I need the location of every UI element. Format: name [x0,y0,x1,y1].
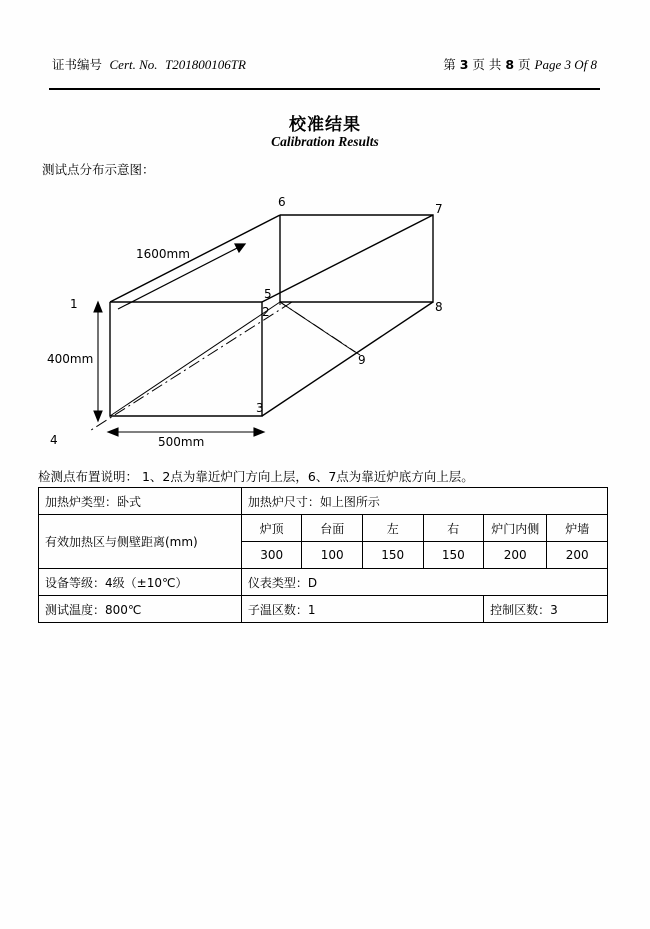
page-total: 8 [505,57,515,72]
test-temperature-label: 测试温度： [45,602,106,617]
instrument-type-value: D [307,575,318,590]
diagram-label-8: 8 [435,300,443,314]
cert-number-value: T201800106TR [165,57,246,72]
page-indicator [443,55,597,73]
col-header-door-inner: 炉门内侧 [484,515,547,542]
value-wall: 200 [547,542,608,569]
furnace-size-value: 如上图所示 [319,494,380,509]
diagram-label-1: 1 [70,297,78,311]
page-title-en: Calibration Results [271,134,379,149]
furnace-type-label: 加热炉类型： [45,494,118,509]
page-title: 校准结果 [289,115,361,135]
col-header-top: 炉顶 [241,515,302,542]
calibration-parameters-table [38,487,608,623]
test-point-note: 检测点布置说明： 1、2点为靠近炉门方向上层，6、7点为靠近炉底方向上层。 [38,469,474,484]
table-row [39,569,608,596]
diagram-label-4: 4 [50,433,58,447]
value-table: 100 [302,542,363,569]
sub-zone-count-label: 子温区数： [247,602,308,617]
diagram-dim-length: 1600mm [136,247,190,261]
section-subtitle: 测试点分布示意图： [42,162,155,177]
instrument-type-label: 仪表类型： [247,575,308,590]
table-row [39,488,608,515]
col-header-table: 台面 [302,515,363,542]
furnace-type-cell [39,488,242,515]
certificate-number [52,55,246,73]
control-zone-count-value: 3 [550,602,558,617]
value-left: 150 [362,542,423,569]
instrument-type-cell [241,569,607,596]
sub-zone-count-value: 1 [307,602,316,617]
header-divider [49,88,600,90]
value-door-inner: 200 [484,542,547,569]
cert-label-cn: 证书编号 [52,57,103,72]
col-header-wall: 炉墙 [547,515,608,542]
test-point-diagram [30,180,530,465]
test-temperature-cell [39,596,242,623]
heating-zone-distance-label: 有效加热区与侧壁距离(mm) [39,515,242,569]
control-zone-count-label: 控制区数： [490,602,551,617]
furnace-size-label: 加热炉尺寸： [247,494,320,509]
value-right: 150 [423,542,484,569]
test-temperature-value: 800℃ [105,602,142,617]
sub-zone-count-cell [241,596,483,623]
table-row [39,515,608,542]
furnace-size-cell [241,488,607,515]
cert-label-en: Cert. No. [109,57,158,72]
col-header-right: 右 [423,515,484,542]
page-header [52,55,597,73]
diagram-label-3: 3 [256,401,264,415]
equipment-grade-cell [39,569,242,596]
equipment-grade-value: 4级（±10℃） [105,575,188,590]
page-en: Page 3 Of 8 [534,57,597,72]
page-cn-2: 页 共 [472,57,502,72]
equipment-grade-label: 设备等级： [45,575,106,590]
col-header-left: 左 [362,515,423,542]
value-top: 300 [241,542,302,569]
page-current: 3 [459,57,469,72]
control-zone-count-cell [484,596,608,623]
diagram-label-9: 9 [358,353,366,367]
diagram-dim-height: 400mm [47,352,94,366]
diagram-label-7: 7 [435,202,443,216]
page-cn-1: 第 [443,57,456,72]
furnace-type-value: 卧式 [117,494,142,509]
diagram-label-5: 5 [264,287,272,301]
table-row [39,596,608,623]
page-cn-3: 页 [518,57,531,72]
diagram-label-2: 2 [262,305,270,319]
diagram-dim-width: 500mm [158,435,205,449]
diagram-label-6: 6 [278,195,286,209]
